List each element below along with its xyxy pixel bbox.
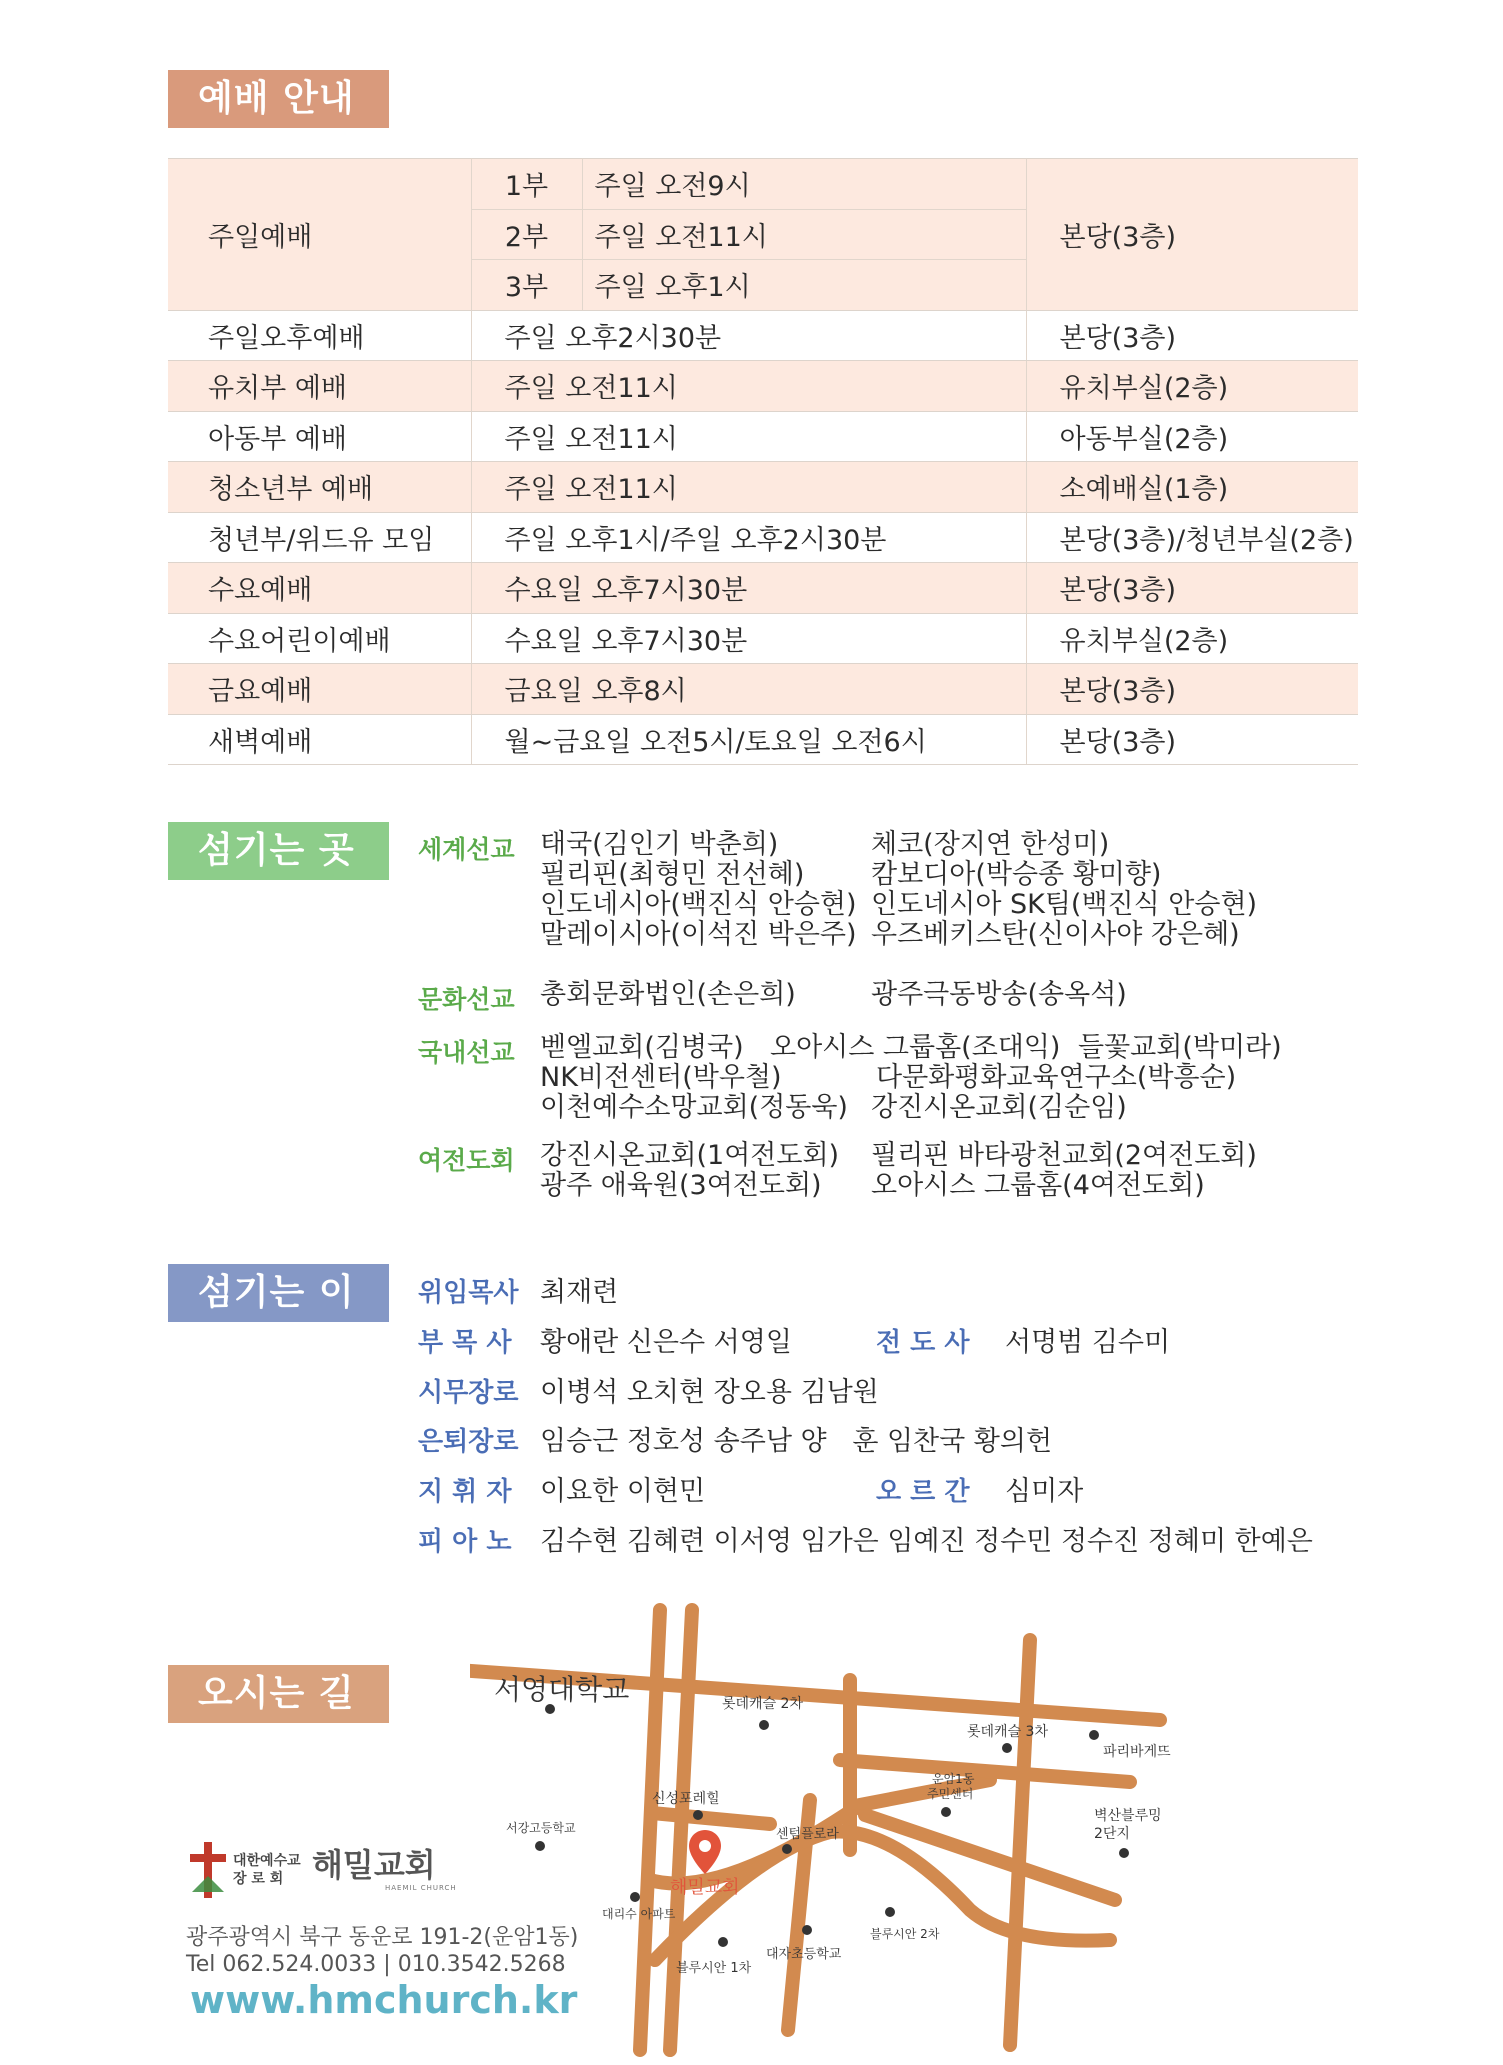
staff-names: 심미자 xyxy=(1005,1476,1084,1507)
mission-item: 강진시온교회(1여전도회) xyxy=(540,1140,840,1171)
section-label-serve-place: 섬기는 곳 xyxy=(168,822,389,880)
service-part: 2부 xyxy=(471,209,582,260)
staff-role-evangelist: 전 도 사 xyxy=(876,1328,970,1358)
map-dot xyxy=(693,1810,703,1820)
table-row xyxy=(168,411,1358,462)
worship-name: 유치부 예배 xyxy=(168,361,471,412)
worship-place: 본당(3층) xyxy=(1026,159,1358,311)
map-dot xyxy=(885,1907,895,1917)
staff-role-associate: 부 목 사 xyxy=(418,1328,512,1358)
service-time: 주일 오전11시 xyxy=(582,209,1026,260)
map-dot xyxy=(1119,1848,1129,1858)
map-dot xyxy=(630,1892,640,1902)
staff-role-organ: 오 르 간 xyxy=(876,1477,970,1507)
map-label: 신성포레힐 xyxy=(652,1791,720,1807)
map-dot xyxy=(759,1720,769,1730)
mission-item: 광주 애육원(3여전도회) xyxy=(540,1170,822,1201)
church-cross-logo-icon xyxy=(186,1842,230,1898)
mission-category-women: 여전도회 xyxy=(418,1146,515,1175)
mission-item: NK비전센터(박우철) xyxy=(540,1062,782,1093)
worship-place: 본당(3층) xyxy=(1026,310,1358,361)
worship-name: 청소년부 예배 xyxy=(168,462,471,513)
mission-item: 광주극동방송(송옥석) xyxy=(871,979,1127,1010)
worship-time: 주일 오전11시 xyxy=(471,462,1026,513)
directions-map xyxy=(470,1600,1190,2060)
map-label-church: 해밀교회 xyxy=(670,1877,740,1898)
worship-place: 유치부실(2층) xyxy=(1026,613,1358,664)
worship-name: 아동부 예배 xyxy=(168,411,471,462)
worship-place: 소예배실(1층) xyxy=(1026,462,1358,513)
worship-name: 청년부/위드유 모임 xyxy=(168,512,471,563)
table-row xyxy=(168,462,1358,513)
church-website-link[interactable]: www.hmchurch.kr xyxy=(190,1978,578,2022)
map-label: 서영대학교 xyxy=(494,1673,630,1706)
denomination-line2: 장 로 회 xyxy=(233,1871,284,1887)
worship-name: 수요예배 xyxy=(168,563,471,614)
table-row xyxy=(168,714,1358,765)
mission-item: 필리핀 바타광천교회(2여전도회) xyxy=(871,1140,1257,1171)
worship-name: 주일오후예배 xyxy=(168,310,471,361)
table-row xyxy=(168,159,1358,210)
service-part: 3부 xyxy=(471,260,582,311)
worship-place: 본당(3층) xyxy=(1026,563,1358,614)
worship-place: 본당(3층) xyxy=(1026,714,1358,765)
map-label: 2단지 xyxy=(1094,1826,1130,1842)
staff-names: 서명범 김수미 xyxy=(1005,1327,1171,1358)
staff-names: 황애란 신은수 서영일 xyxy=(540,1327,792,1358)
map-pin-icon xyxy=(689,1830,721,1874)
worship-time: 주일 오전11시 xyxy=(471,361,1026,412)
map-dot xyxy=(802,1925,812,1935)
mission-item: 인도네시아 SK팀(백진식 안승현) xyxy=(871,889,1258,920)
staff-names: 이요한 이현민 xyxy=(540,1476,706,1507)
worship-time: 수요일 오후7시30분 xyxy=(471,563,1026,614)
map-label: 블루시안 2차 xyxy=(870,1927,940,1941)
section-label-worship: 예배 안내 xyxy=(168,70,389,128)
map-dot xyxy=(782,1844,792,1854)
mission-item: 인도네시아(백진식 안승현) xyxy=(540,889,857,920)
mission-category-culture: 문화선교 xyxy=(418,985,515,1014)
table-row xyxy=(168,512,1358,563)
denomination xyxy=(233,1852,301,1888)
mission-item: 이천예수소망교회(정동욱) xyxy=(540,1092,848,1123)
map-label: 운암1동 xyxy=(932,1772,975,1786)
map-label: 벽산블루밍 xyxy=(1094,1808,1162,1824)
worship-name: 수요어린이예배 xyxy=(168,613,471,664)
staff-names: 임승근 정호성 송주남 양 훈 임찬국 황의헌 xyxy=(540,1426,1053,1457)
table-row xyxy=(168,613,1358,664)
worship-name: 주일예배 xyxy=(168,159,471,311)
map-dot xyxy=(535,1841,545,1851)
mission-item: 총회문화법인(손은희) xyxy=(540,979,796,1010)
mission-item: 다문화평화교육연구소(박흥순) xyxy=(876,1062,1237,1093)
church-name-en: HAEMIL CHURCH xyxy=(385,1884,457,1892)
worship-schedule-table xyxy=(168,158,1358,765)
table-row xyxy=(168,310,1358,361)
staff-names: 최재련 xyxy=(540,1277,619,1308)
map-label: 롯데캐슬 3차 xyxy=(967,1724,1048,1740)
map-dot xyxy=(718,1937,728,1947)
worship-name: 금요예배 xyxy=(168,664,471,715)
worship-place: 유치부실(2층) xyxy=(1026,361,1358,412)
mission-item: 우즈베키스탄(신이사야 강은혜) xyxy=(871,919,1240,950)
staff-role-conductor: 지 휘 자 xyxy=(418,1477,512,1507)
church-tel: Tel 062.524.0033 | 010.3542.5268 xyxy=(186,1952,566,1977)
mission-item: 필리핀(최형민 전선혜) xyxy=(540,859,805,890)
mission-item: 말레이시아(이석진 박은주) xyxy=(540,919,857,950)
map-label: 파리바게뜨 xyxy=(1103,1744,1171,1760)
worship-time: 수요일 오후7시30분 xyxy=(471,613,1026,664)
mission-item: 태국(김인기 박춘희) xyxy=(540,829,779,860)
worship-time: 월~금요일 오전5시/토요일 오전6시 xyxy=(471,714,1026,765)
staff-role-piano: 피 아 노 xyxy=(418,1527,512,1557)
mission-item: 들꽃교회(박미라) xyxy=(1078,1032,1282,1063)
service-time: 주일 오후1시 xyxy=(582,260,1026,311)
section-label-serve-people: 섬기는 이들 xyxy=(168,1264,389,1322)
staff-role-senior-pastor: 위임목사 xyxy=(418,1278,519,1308)
worship-time: 금요일 오후8시 xyxy=(471,664,1026,715)
map-label: 대리수 아파트 xyxy=(602,1907,676,1921)
table-row xyxy=(168,563,1358,614)
mission-item: 오아시스 그룹홈(4여전도회) xyxy=(871,1170,1205,1201)
map-label: 대자초등학교 xyxy=(766,1947,842,1962)
staff-role-retired: 은퇴장로 xyxy=(418,1427,519,1457)
worship-time: 주일 오전11시 xyxy=(471,411,1026,462)
section-label-directions: 오시는 길 xyxy=(168,1665,389,1723)
table-row xyxy=(168,361,1358,412)
worship-time: 주일 오후1시/주일 오후2시30분 xyxy=(471,512,1026,563)
mission-item: 벧엘교회(김병국) xyxy=(540,1032,744,1063)
map-dot xyxy=(1002,1743,1012,1753)
map-dot xyxy=(941,1807,951,1817)
map-label: 센텀플로라 xyxy=(776,1827,839,1842)
mission-category-domestic: 국내선교 xyxy=(418,1038,515,1067)
map-dot xyxy=(1089,1730,1099,1740)
worship-place: 본당(3층)/청년부실(2층) xyxy=(1026,512,1358,563)
mission-item: 오아시스 그룹홈(조대익) xyxy=(770,1032,1061,1063)
church-name: 해밀교회 xyxy=(312,1846,436,1884)
map-label: 주민센터 xyxy=(927,1787,974,1801)
worship-time: 주일 오후2시30분 xyxy=(471,310,1026,361)
mission-item: 캄보디아(박승종 황미향) xyxy=(871,859,1162,890)
worship-place: 본당(3층) xyxy=(1026,664,1358,715)
table-row xyxy=(168,664,1358,715)
worship-name: 새벽예배 xyxy=(168,714,471,765)
staff-names: 김수현 김혜련 이서영 임가은 임예진 정수민 정수진 정혜미 한예은 xyxy=(540,1526,1313,1557)
mission-item: 체코(장지연 한성미) xyxy=(871,829,1110,860)
map-label: 서강고등학교 xyxy=(506,1821,576,1835)
map-label: 블루시안 1차 xyxy=(676,1961,752,1976)
mission-category-world: 세계선교 xyxy=(418,835,515,864)
church-address: 광주광역시 북구 동운로 191-2(운암1동) xyxy=(186,1925,579,1950)
worship-place: 아동부실(2층) xyxy=(1026,411,1358,462)
mission-item: 강진시온교회(김순임) xyxy=(871,1092,1127,1123)
staff-role-elders: 시무장로 xyxy=(418,1378,519,1408)
service-time: 주일 오전9시 xyxy=(582,159,1026,210)
staff-names: 이병석 오치현 장오용 김남원 xyxy=(540,1377,879,1408)
service-part: 1부 xyxy=(471,159,582,210)
map-label: 롯데캐슬 2차 xyxy=(722,1696,803,1712)
denomination-line1: 대한예수교 xyxy=(233,1853,301,1869)
